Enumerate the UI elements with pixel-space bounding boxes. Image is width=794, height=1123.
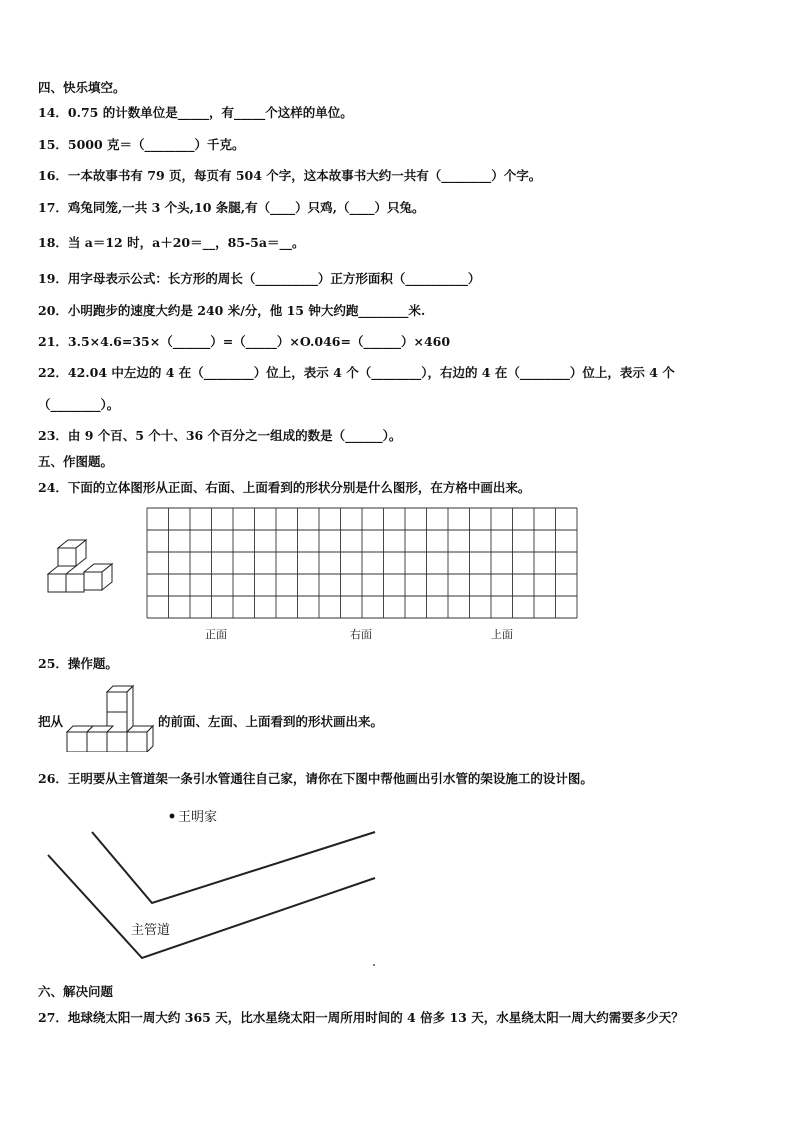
question-25-prefix: 把从 — [38, 714, 64, 729]
question-16: 16．一本故事书有 79 页，每页有 504 个字，这本故事书大约一共有（________）个字。 — [38, 168, 542, 183]
label-right-view: 右面 — [350, 628, 372, 641]
question-18: 18．当 a＝12 时，a＋20＝__，85-5a＝__。 — [38, 235, 305, 250]
label-top-view: 上面 — [491, 628, 513, 641]
question-19: 19．用字母表示公式：长方形的周长（__________）正方形面积（__________） — [38, 271, 481, 286]
label-front-view: 正面 — [205, 628, 227, 641]
cube-figure-24 — [44, 536, 116, 602]
question-20: 20．小明跑步的速度大约是 240 米/分，他 15 钟大约跑________米. — [38, 303, 426, 318]
question-25-title: 25．操作题。 — [38, 656, 118, 671]
section-5-title: 五、作图题。 — [38, 454, 114, 469]
question-22-line-2: （________）。 — [38, 397, 120, 412]
question-17: 17．鸡兔同笼,一共 3 个头,10 条腿,有（____）只鸡,（____）只兔。 — [38, 200, 425, 215]
label-main-pipe: 主管道 — [131, 923, 171, 938]
question-22-line-1: 22．42.04 中左边的 4 在（________）位上，表示 4 个（________），右边的 4 在（________）位上，表示 4 个 — [38, 365, 675, 380]
section-4-title: 四、快乐填空。 — [38, 80, 126, 95]
pipe-diagram[interactable] — [40, 800, 385, 970]
question-27: 27．地球绕太阳一周大约 365 天，比水星绕太阳一周所用时间的 4 倍多 13 天，水星绕太阳一周大约需要多少天？ — [38, 1010, 684, 1025]
question-15: 15．5000 克＝（________）千克。 — [38, 137, 245, 152]
question-26: 26．王明要从主管道架一条引水管通往自己家，请你在下图中帮他画出引水管的架设施工的设计图。 — [38, 771, 593, 786]
question-24: 24．下面的立体图形从正面、右面、上面看到的形状分别是什么图形，在方格中画出来。 — [38, 480, 531, 495]
section-6-title: 六、解决问题 — [38, 984, 114, 999]
question-23: 23．由 9 个百、5 个十、36 个百分之一组成的数是（______）。 — [38, 428, 402, 443]
drawing-grid[interactable] — [146, 507, 578, 620]
cube-figure-25 — [66, 682, 158, 752]
question-21: 21．3.5×4.6=35×（______）=（_____）×O.046=（______）×460 — [38, 334, 451, 349]
question-25-suffix: 的前面、左面、上面看到的形状画出来。 — [158, 714, 384, 729]
house-point — [170, 814, 175, 819]
label-wang-ming-home: 王明家 — [178, 810, 218, 825]
question-14: 14．0.75 的计数单位是_____，有_____个这样的单位。 — [38, 105, 353, 120]
